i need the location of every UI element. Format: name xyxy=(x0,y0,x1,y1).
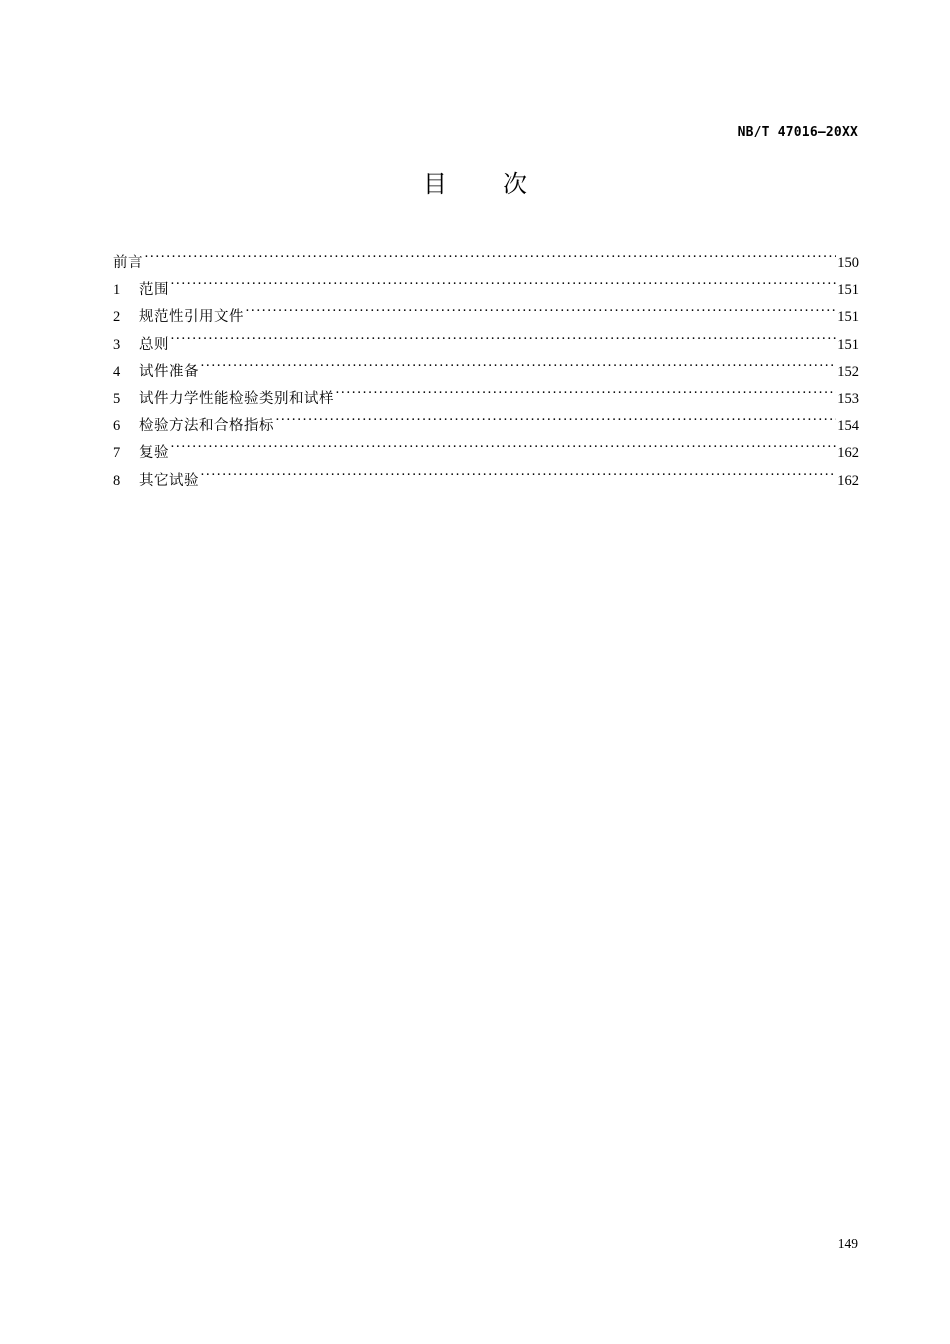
toc-entry-scope[interactable] xyxy=(113,274,859,301)
toc-entry-number: 2 xyxy=(113,309,121,326)
toc-leader-dots xyxy=(170,274,836,294)
toc-entry-label: 试件力学性能检验类别和试样 xyxy=(139,390,334,407)
toc-entry-page: 162 xyxy=(837,445,859,462)
toc-entry-page: 153 xyxy=(837,390,859,407)
toc-entry-specimen-preparation[interactable] xyxy=(113,356,859,383)
toc-entry-label: 总则 xyxy=(139,336,169,353)
table-of-contents xyxy=(113,247,859,492)
toc-entry-label: 检验方法和合格指标 xyxy=(139,418,274,435)
toc-entry-page: 150 xyxy=(837,255,859,271)
toc-leader-dots xyxy=(170,437,836,457)
toc-leader-dots xyxy=(335,383,836,403)
toc-entry-number: 6 xyxy=(113,418,121,435)
toc-entry-number: 4 xyxy=(113,363,121,380)
toc-entry-page: 154 xyxy=(837,418,859,435)
toc-entry-test-methods[interactable] xyxy=(113,410,859,437)
toc-leader-dots xyxy=(144,247,836,267)
toc-entry-page: 162 xyxy=(837,472,859,489)
page-number: 149 xyxy=(837,1236,858,1251)
toc-entry-preface[interactable] xyxy=(113,247,859,274)
toc-entry-normative-references[interactable] xyxy=(113,301,859,328)
toc-entry-label: 范围 xyxy=(139,282,169,299)
toc-entry-page: 152 xyxy=(837,363,859,380)
toc-entry-number: 1 xyxy=(113,282,121,299)
toc-leader-dots xyxy=(245,301,836,321)
standard-code: NB/T 47016—20XX xyxy=(737,125,858,140)
toc-entry-number: 8 xyxy=(113,472,121,489)
toc-entry-label: 规范性引用文件 xyxy=(139,309,244,326)
toc-entry-label: 试件准备 xyxy=(139,363,199,380)
toc-entry-test-categories[interactable] xyxy=(113,383,859,410)
toc-entry-number: 3 xyxy=(113,336,121,353)
toc-leader-dots xyxy=(275,410,836,430)
toc-entry-general[interactable] xyxy=(113,329,859,356)
toc-entry-label: 复验 xyxy=(139,445,169,462)
toc-leader-dots xyxy=(170,329,836,349)
toc-entry-other-tests[interactable] xyxy=(113,465,859,492)
toc-entry-page: 151 xyxy=(837,282,859,299)
toc-entry-page: 151 xyxy=(837,309,859,326)
toc-entry-number: 7 xyxy=(113,445,121,462)
toc-entry-page: 151 xyxy=(837,336,859,353)
toc-leader-dots xyxy=(200,356,836,376)
toc-leader-dots xyxy=(200,465,836,485)
toc-entry-label: 前言 xyxy=(113,255,143,271)
toc-entry-retest[interactable] xyxy=(113,437,859,464)
toc-entry-label: 其它试验 xyxy=(139,472,199,489)
toc-entry-number: 5 xyxy=(113,390,121,407)
toc-title: 目次 xyxy=(423,170,583,198)
